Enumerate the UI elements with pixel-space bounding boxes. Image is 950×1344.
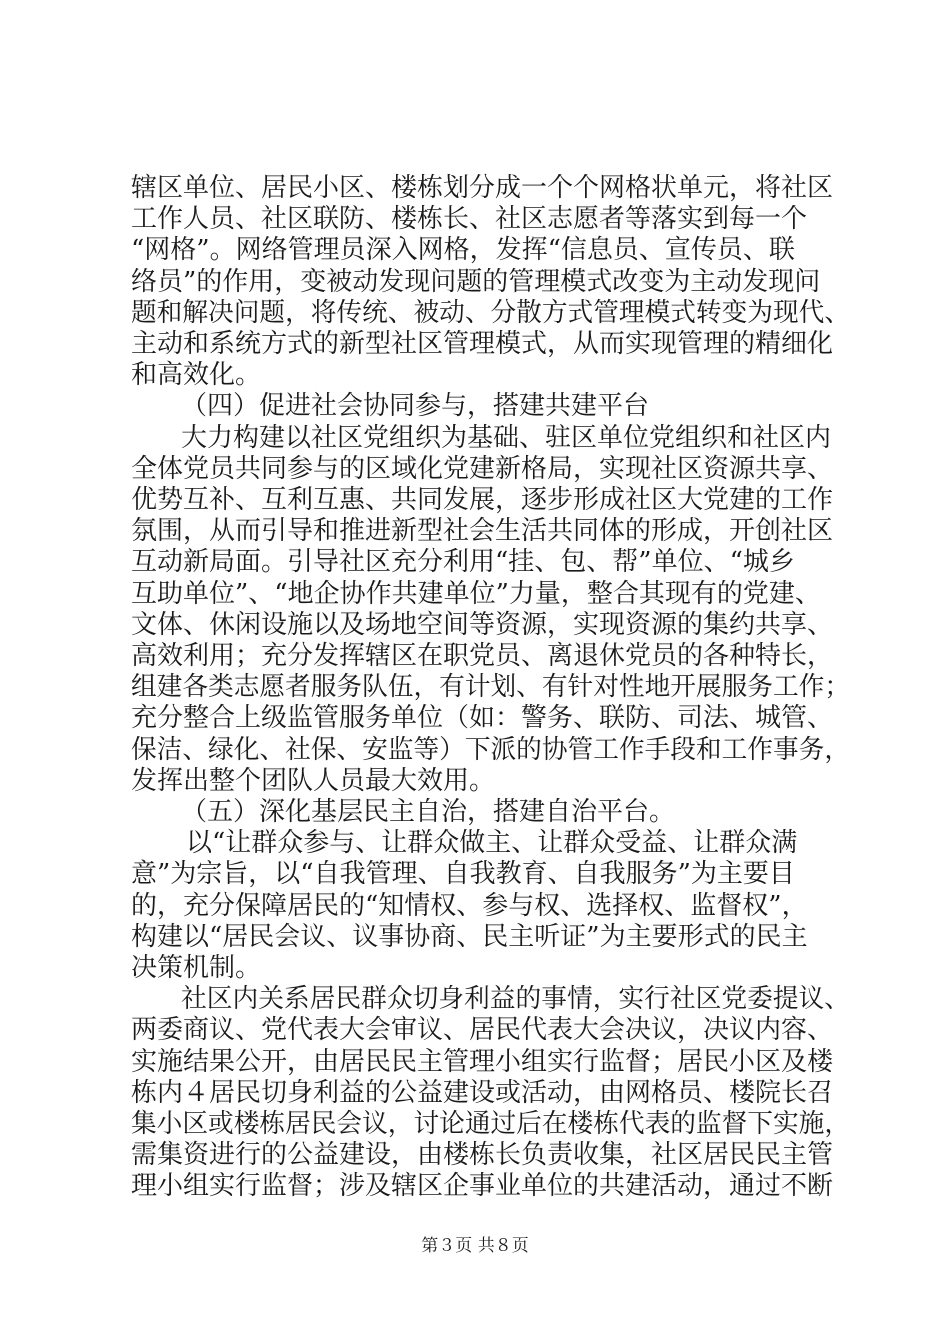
text-line: 组建各类志愿者服务队伍，有计划、有针对性地开展服务工作；	[131, 672, 851, 703]
text-line: 两委商议、党代表大会审议、居民代表大会决议，决议内容、	[131, 1015, 834, 1046]
text-line: 大力构建以社区党组织为基础、驻区单位党组织和社区内	[181, 422, 832, 453]
section-heading-5: （五）深化基层民主自治，搭建自治平台。	[181, 797, 676, 827]
text-line: 主动和系统方式的新型社区管理模式，从而实现管理的精细化	[131, 329, 834, 359]
text-line: “网格”。网络管理员深入网格，发挥“信息员、宣传员、联	[131, 235, 795, 266]
text-line: 保洁、绿化、社保、安监等）下派的协管工作手段和工作事务，	[131, 734, 851, 765]
text-line: 集小区或楼栋居民会议，讨论通过后在楼栋代表的监督下实施，	[131, 1109, 851, 1139]
text-line: 理小组实行监督；涉及辖区企事业单位的共建活动，通过不断	[131, 1171, 834, 1202]
text-line: 题和解决问题，将传统、被动、分散方式管理模式转变为现代、	[131, 297, 851, 328]
text-line: 氛围，从而引导和推进新型社会生活共同体的形成，开创社区	[131, 516, 834, 547]
text-line: 互动新局面。引导社区充分利用“挂、包、帮”单位、“城乡	[131, 547, 795, 578]
text-line: 构建以“居民会议、议事协商、民主听证”为主要形式的民主	[131, 921, 808, 952]
text-line: 发挥出整个团队人员最大效用。	[131, 765, 496, 796]
text-line: 工作人员、社区联防、楼栋长、社区志愿者等落实到每一个	[131, 204, 808, 235]
text-line: 实施结果公开，由居民民主管理小组实行监督；居民小区及楼	[131, 1046, 834, 1077]
text-line: 辖区单位、居民小区、楼栋划分成一个个网格状单元，将社区	[131, 173, 834, 203]
text-line: 栋内４居民切身利益的公益建设或活动，由网格员、楼院长召	[131, 1077, 834, 1108]
text-line: 充分整合上级监管服务单位（如：警务、联防、司法、城管、	[131, 703, 834, 734]
text-line: 社区内关系居民群众切身利益的事情，实行社区党委提议、	[181, 984, 851, 1015]
section-heading-4: （四）促进社会协同参与，搭建共建平台	[181, 391, 650, 422]
text-line: 意”为宗旨，以“自我管理、自我教育、自我服务”为主要目	[131, 859, 795, 890]
text-line: 和高效化。	[131, 360, 262, 391]
text-line: 的，充分保障居民的“知情权、参与权、选择权、监督权”，	[131, 890, 808, 921]
text-line: 高效利用；充分发挥辖区在职党员、离退休党员的各种特长，	[131, 641, 834, 671]
text-line: 优势互补、互利互惠、共同发展，逐步形成社区大党建的工作	[131, 485, 834, 515]
text-line: 互助单位”、“地企协作共建单位”力量，整合其现有的党建、	[131, 578, 821, 609]
text-line: 全体党员共同参与的区域化党建新格局，实现社区资源共享、	[131, 453, 834, 484]
text-line: 文体、休闲设施以及场地空间等资源，实现资源的集约共享、	[131, 609, 834, 640]
text-line: 络员”的作用，变被动发现问题的管理模式改变为主动发现问	[131, 266, 821, 297]
text-line: 以“让群众参与、让群众做主、让群众受益、让群众满	[186, 828, 798, 859]
page-number-footer: 第３页 共８页	[421, 1236, 529, 1256]
text-line: 需集资进行的公益建设，由楼栋长负责收集，社区居民民主管	[131, 1140, 834, 1171]
text-line: 决策机制。	[131, 953, 262, 983]
